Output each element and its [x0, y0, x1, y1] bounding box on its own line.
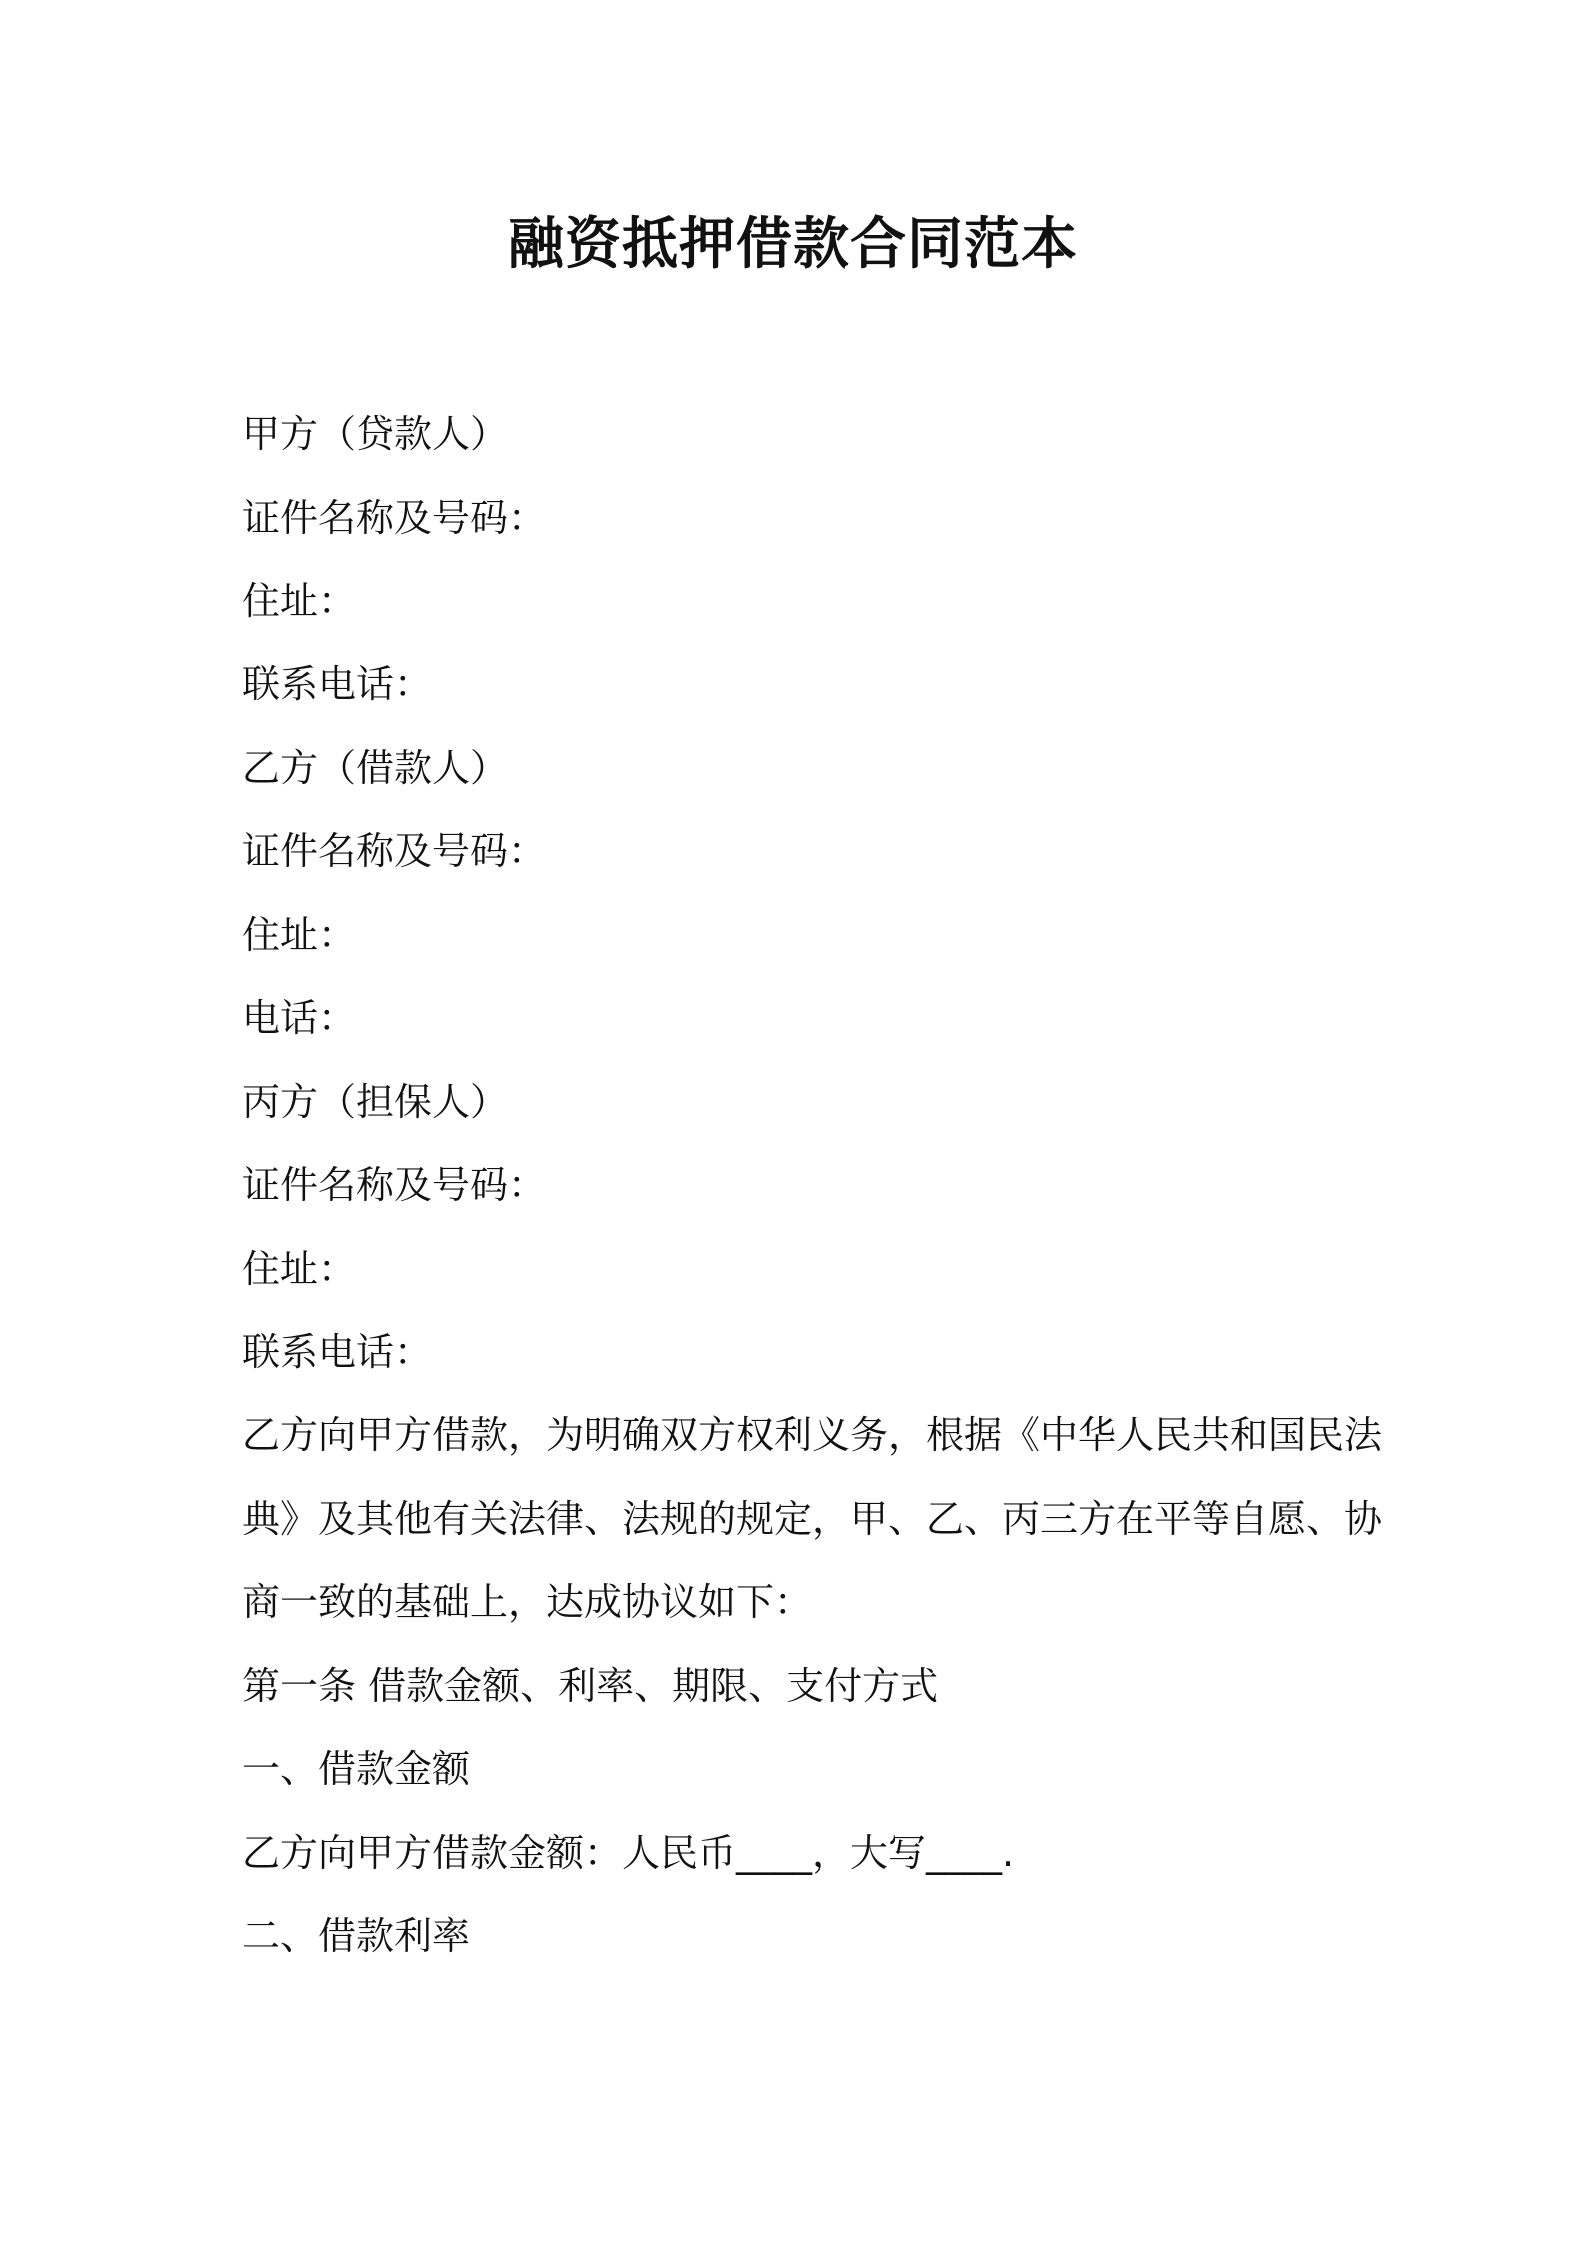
section-interest-rate: 二、借款利率 [242, 1914, 471, 1958]
party-c-heading: 丙方（担保人） [242, 1080, 509, 1124]
party-b-heading: 乙方（借款人） [242, 746, 509, 790]
document-title: 融资抵押借款合同范本 [508, 212, 1078, 277]
party-b-id-field: 证件名称及号码： [242, 829, 547, 873]
section-loan-amount: 一、借款金额 [242, 1747, 471, 1791]
preamble-line-2: 典》及其他有关法律、法规的规定，甲、乙、丙三方在平等自愿、协 [242, 1497, 1383, 1541]
party-c-address-field: 住址： [242, 1247, 357, 1291]
preamble-line-3: 商一致的基础上，达成协议如下： [242, 1580, 813, 1624]
loan-amount-clause: 乙方向甲方借款金额：人民币____，大写____. [242, 1831, 1015, 1875]
party-b-phone-field: 电话： [242, 996, 357, 1040]
preamble-line-1: 乙方向甲方借款，为明确双方权利义务，根据《中华人民共和国民法 [242, 1413, 1383, 1457]
party-b-address-field: 住址： [242, 913, 357, 957]
party-a-phone-field: 联系电话： [242, 662, 433, 706]
party-a-address-field: 住址： [242, 579, 357, 623]
party-c-id-field: 证件名称及号码： [242, 1163, 547, 1207]
party-a-heading: 甲方（贷款人） [242, 412, 509, 456]
party-c-phone-field: 联系电话： [242, 1330, 433, 1374]
party-a-id-field: 证件名称及号码： [242, 496, 547, 540]
article-1-heading: 第一条 借款金额、利率、期限、支付方式 [242, 1664, 939, 1708]
